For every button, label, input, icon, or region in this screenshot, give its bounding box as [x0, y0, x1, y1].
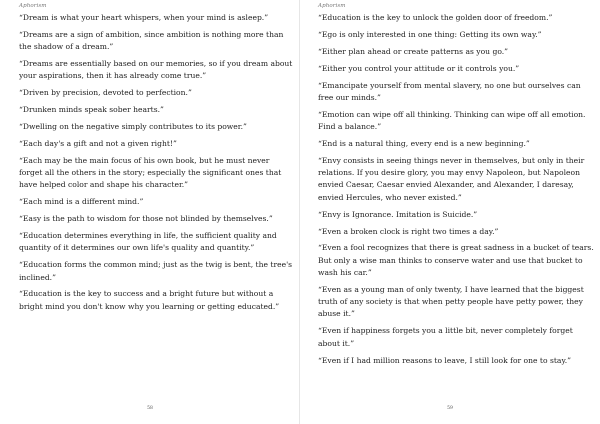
quote-item: “Even as a young man of only twenty, I have learned that the biggest truth of any society is that when petty people have petty power, they abuse it.”	[318, 284, 584, 319]
quote-item: “Dreams are a sign of ambition, since ambition is nothing more than the shadow of a dream.”	[19, 29, 284, 52]
quote-item: “Each mind is a different mind.”	[19, 197, 144, 207]
quote-item: “Dreams are essentially based on our memories, so if you dream about your aspirations, then it has already come true.”	[19, 59, 293, 81]
right-page	[300, 0, 600, 424]
quote-item: “Drunken minds speak sober hearts.”	[19, 105, 164, 115]
quote-item: “Envy consists in seeing things never in themselves, but only in their relations. If you desire glory, you may envy Napoleon, but Napoleon envied Caesar, Caesar envied Alexander, and Alexander, I daresay, envied Hercules, who never existed.”	[318, 155, 585, 202]
quote-item: “Each day's a gift and not a given right!”	[19, 138, 177, 148]
quote-item: “Envy is Ignorance. Imitation is Suicide.”	[318, 209, 478, 219]
quote-item: “Even a broken clock is right two times a day.”	[318, 226, 499, 236]
quote-item: “Education determines everything in life, the sufficient quality and quantity of it determines our own life's quality and quantity.”	[19, 231, 277, 253]
quote-item: “Either you control your attitude or it controls you.”	[318, 63, 520, 73]
quote-list	[19, 12, 294, 318]
quote-item: “End is a natural thing, every end is a new beginning.”	[318, 138, 530, 148]
quote-item: “Education is the key to unlock the golden door of freedom.”	[318, 13, 553, 22]
quote-item: “Emancipate yourself from mental slavery, no one but ourselves can free our minds.”	[318, 80, 581, 102]
quote-item: “Dwelling on the negative simply contributes to its power.”	[19, 122, 247, 132]
quote-item: “Either plan ahead or create patterns as you go.”	[318, 46, 509, 56]
quote-item: “Emotion can wipe off all thinking. Thinking can wipe off all emotion. Find a balance.”	[318, 109, 586, 132]
running-head: Aphorism	[19, 3, 47, 9]
quote-item: “Education is the key to success and a bright future but without a bright mind you don't know why you learning or getting educated.”	[19, 289, 280, 311]
quote-item: “Dream is what your heart whispers, when your mind is asleep.”	[19, 13, 269, 22]
page-number: 59	[447, 406, 453, 411]
quote-item: “Each may be the main focus of his own book, but he must never forget all the others in the story; especially the significant ones that have helped color and shape his character.”	[19, 155, 282, 190]
quote-item: “Even if I had million reasons to leave, I still look for one to stay.”	[318, 355, 572, 365]
quote-item: “Even if happiness forgets you a little bit, never completely forget about it.”	[318, 326, 573, 348]
running-head: Aphorism	[318, 3, 346, 9]
quote-item: “Easy is the path to wisdom for those not blinded by themselves.”	[19, 214, 273, 224]
page-number: 58	[147, 406, 153, 411]
quote-list	[318, 12, 594, 371]
quote-item: “Ego is only interested in one thing: Getting its own way.”	[318, 29, 542, 39]
quote-item: “Driven by precision, devoted to perfection.”	[19, 88, 192, 98]
quote-item: “Even a fool recognizes that there is great sadness in a bucket of tears. But only a wise man thinks to conserve water and use that bucket to wash his car.”	[318, 243, 594, 277]
quote-item: “Education forms the common mind; just as the twig is bent, the tree's inclined.”	[19, 260, 293, 282]
